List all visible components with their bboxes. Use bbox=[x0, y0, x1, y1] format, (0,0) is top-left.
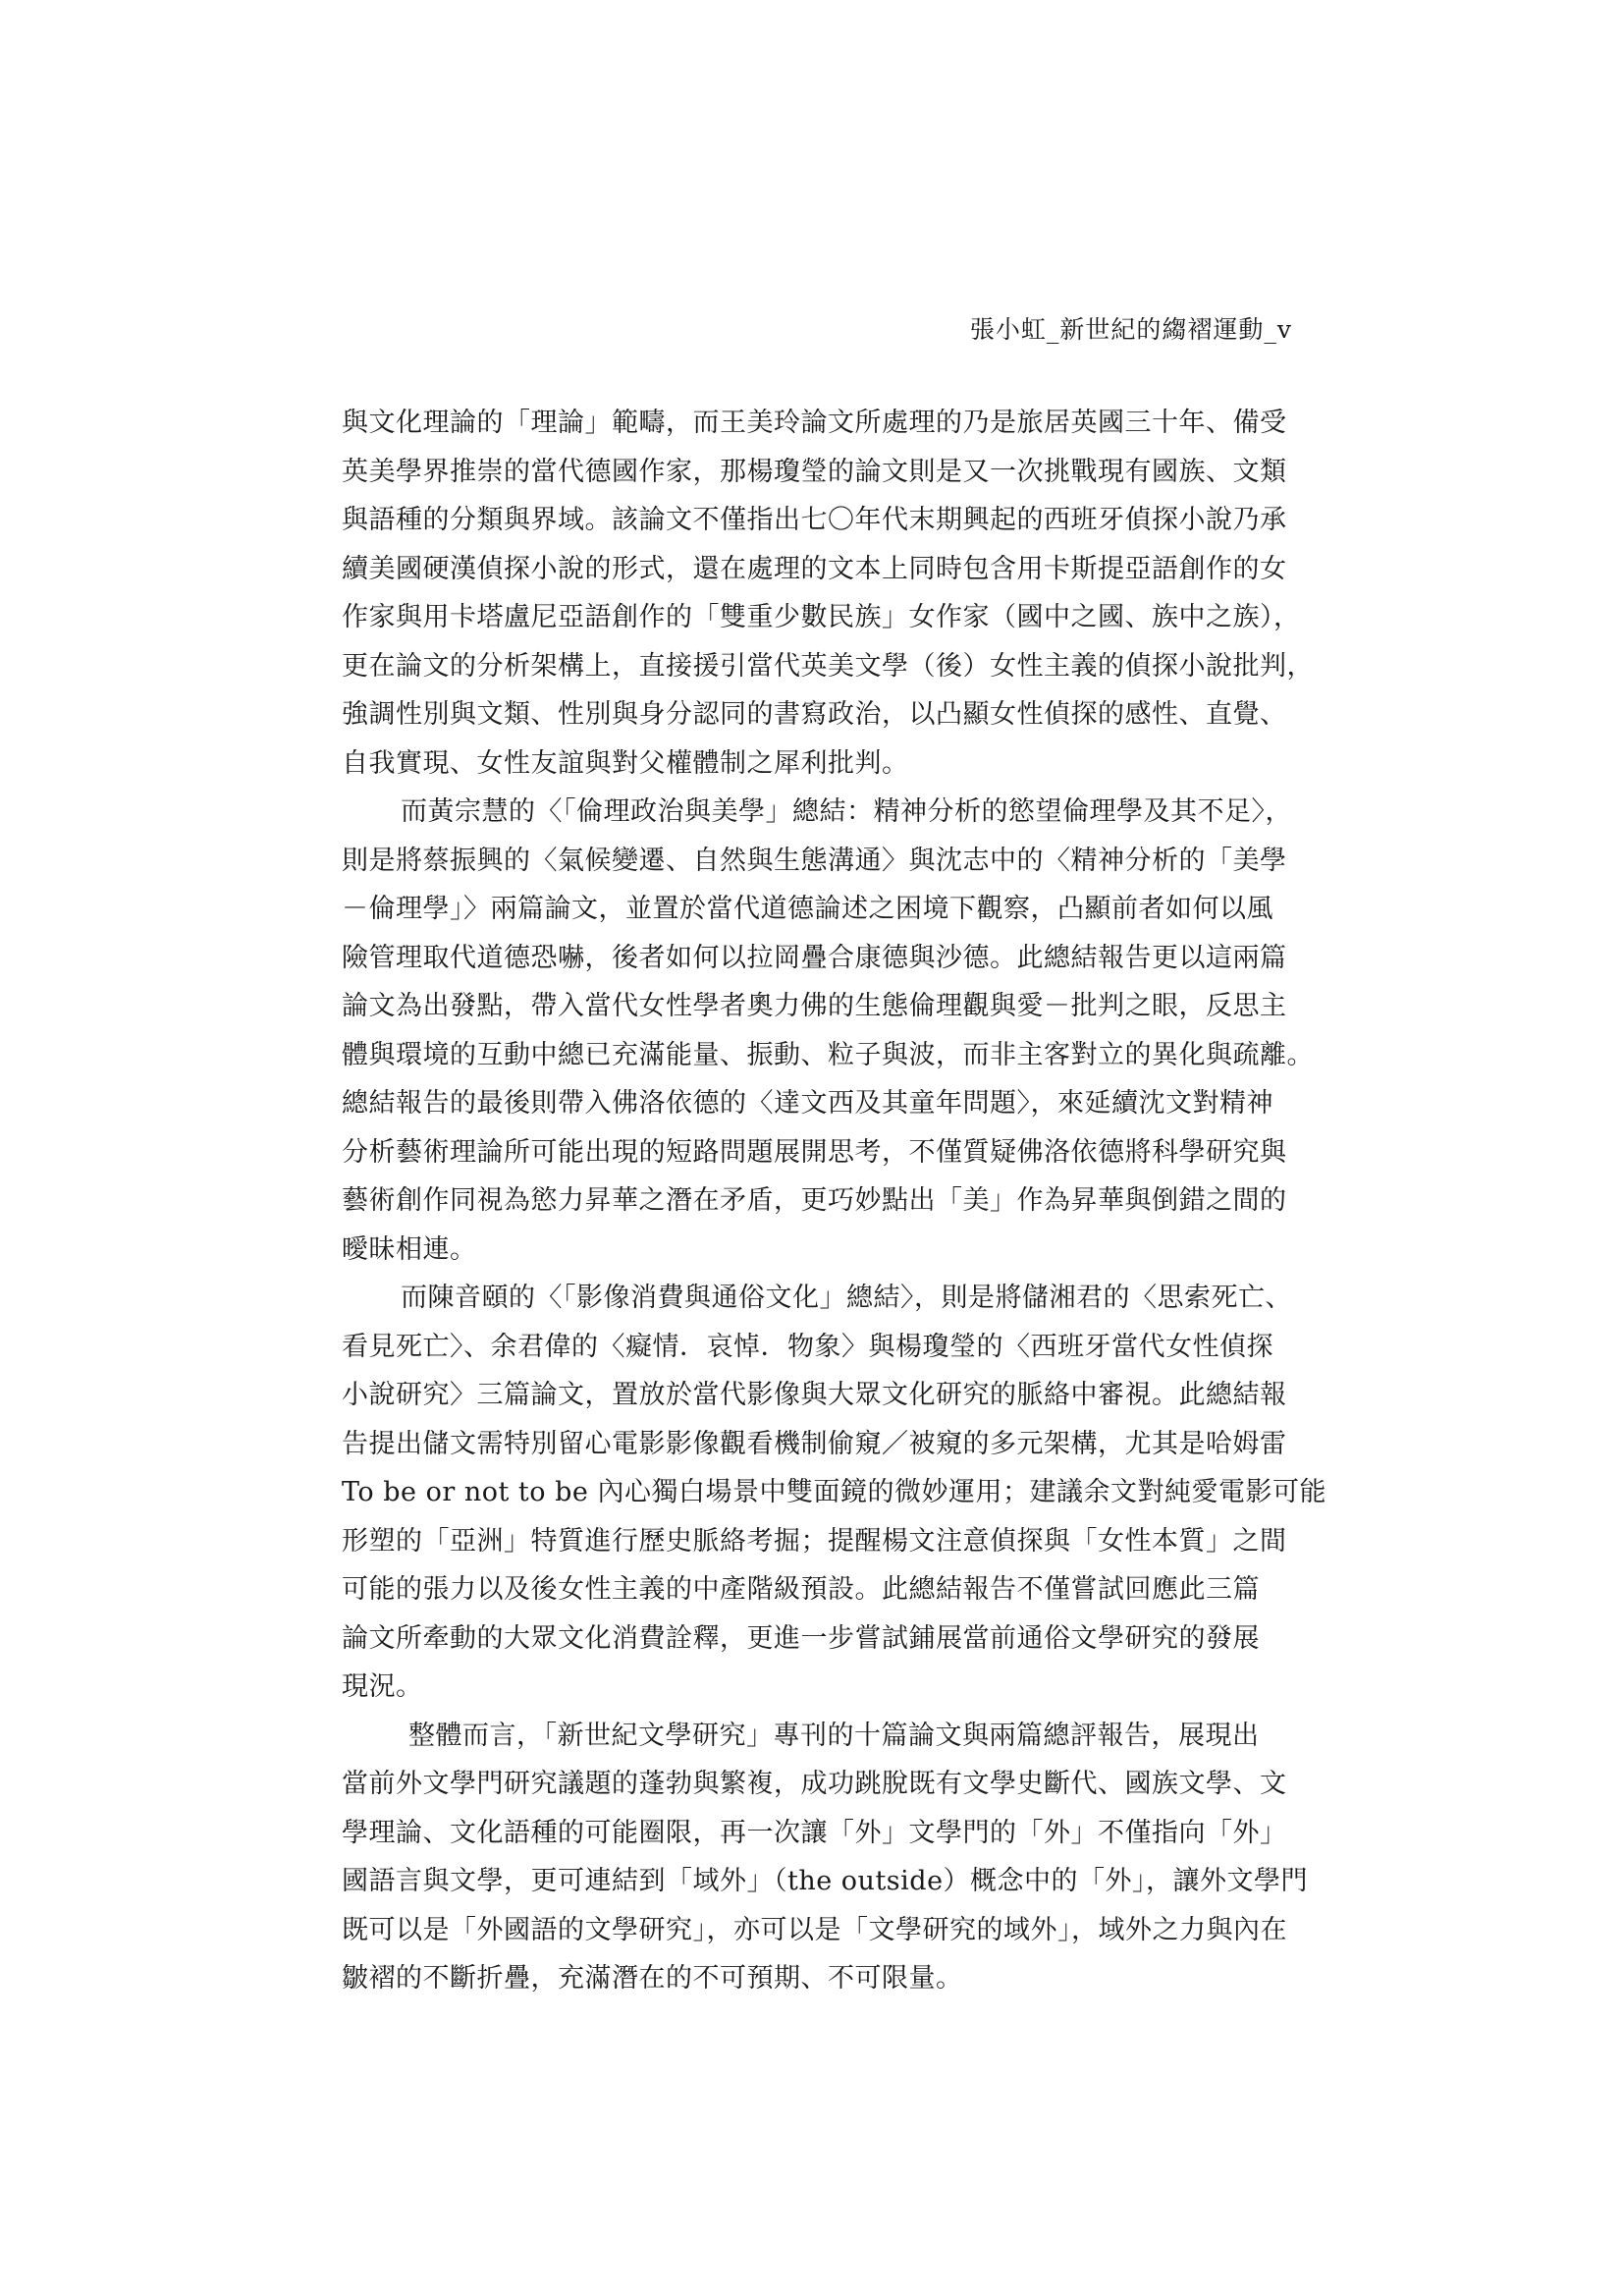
text-line: 既可以是「外國語的文學研究」，亦可以是「文學研究的域外」，域外之力與內在 bbox=[342, 1914, 1287, 1945]
text-line: 可能的張力以及後女性主義的中產階級預設。此總結報告不僅嘗試回應此三篇 bbox=[342, 1574, 1260, 1605]
text-line: 作家與用卡塔盧尼亞語創作的「雙重少數民族」女作家（國中之國、族中之族）， bbox=[342, 602, 1301, 632]
text-line: 而黃宗慧的〈「倫理政治與美學」總結：精神分析的慾望倫理學及其不足〉， bbox=[401, 796, 1292, 827]
text-line: 曖昧相連。 bbox=[342, 1233, 477, 1265]
text-line: 小說研究〉三篇論文，置放於當代影像與大眾文化研究的脈絡中審視。此總結報 bbox=[342, 1380, 1287, 1410]
text-line: 強調性別與文類、性別與身分認同的書寫政治，以凸顯女性偵探的感性、直覺、 bbox=[342, 699, 1287, 730]
text-line: To be or not to be 內心獨白場景中雙面鏡的微妙運用；建議余文對純愛電影可能 bbox=[342, 1477, 1326, 1507]
text-line: 國語言與文學，更可連結到「域外」（the outside）概念中的「外」，讓外文學門 bbox=[342, 1866, 1309, 1896]
body-text bbox=[342, 399, 1326, 2003]
text-line: 論文所牽動的大眾文化消費詮釋，更進一步嘗試鋪展當前通俗文學研究的發展 bbox=[342, 1622, 1260, 1654]
text-line: 當前外文學門研究議題的蓬勃與繁複，成功跳脫既有文學史斷代、國族文學、文 bbox=[342, 1769, 1287, 1799]
paragraph-3 bbox=[342, 1274, 1326, 1712]
text-line: 更在論文的分析架構上，直接援引當代英美文學（後）女性主義的偵探小說批判， bbox=[342, 650, 1314, 682]
text-line: 看見死亡〉、余君偉的〈癡情．哀悼．物象〉與楊瓊瑩的〈西班牙當代女性偵探 bbox=[342, 1331, 1273, 1362]
text-line: 英美學界推崇的當代德國作家，那楊瓊瑩的論文則是又一次挑戰現有國族、文類 bbox=[342, 456, 1287, 487]
text-line: 體與環境的互動中總已充滿能量、振動、粒子與波，而非主客對立的異化與疏離。 bbox=[342, 1039, 1314, 1070]
text-line: 學理論、文化語種的可能圈限，再一次讓「外」文學門的「外」不僅指向「外」 bbox=[342, 1817, 1287, 1848]
text-line: 論文為出發點，帶入當代女性學者奧力佛的生態倫理觀與愛－批判之眼，反思主 bbox=[342, 991, 1287, 1021]
paragraph-1 bbox=[342, 399, 1314, 788]
text-line: 與語種的分類與界域。該論文不僅指出七〇年代末期興起的西班牙偵探小說乃承 bbox=[342, 505, 1287, 535]
text-line: 藝術創作同視為慾力昇華之潛在矛盾，更巧妙點出「美」作為昇華與倒錯之間的 bbox=[342, 1185, 1287, 1216]
text-line: 而陳音頤的〈「影像消費與通俗文化」總結〉，則是將儲湘君的〈思索死亡、 bbox=[401, 1283, 1292, 1313]
text-line: －倫理學」〉兩篇論文，並置於當代道德論述之困境下觀察，凸顯前者如何以風 bbox=[342, 894, 1273, 924]
text-line: 險管理取代道德恐嚇，後者如何以拉岡疊合康德與沙德。此總結報告更以這兩篇 bbox=[342, 942, 1287, 973]
text-line: 整體而言，「新世紀文學研究」專刊的十篇論文與兩篇總評報告，展現出 bbox=[408, 1720, 1260, 1751]
text-line: 與文化理論的「理論」範疇，而王美玲論文所處理的乃是旅居英國三十年、備受 bbox=[342, 408, 1287, 438]
paragraph-4 bbox=[342, 1712, 1309, 2003]
running-header: 張小虹_新世紀的縐褶運動_v bbox=[969, 315, 1292, 344]
text-line: 分析藝術理論所可能出現的短路問題展開思考，不僅質疑佛洛依德將科學研究與 bbox=[342, 1136, 1287, 1168]
text-line: 自我實現、女性友誼與對父權體制之犀利批判。 bbox=[342, 747, 909, 779]
text-line: 形塑的「亞洲」特質進行歷史脈絡考掘；提醒楊文注意偵探與「女性本質」之間 bbox=[342, 1525, 1287, 1557]
text-line: 續美國硬漢偵探小說的形式，還在處理的文本上同時包含用卡斯提亞語創作的女 bbox=[342, 553, 1287, 584]
text-line: 皺褶的不斷折疊，充滿潛在的不可預期、不可限量。 bbox=[342, 1963, 963, 1994]
paragraph-2 bbox=[342, 788, 1314, 1274]
text-line: 告提出儲文需特別留心電影影像觀看機制偷窺／被窺的多元架構，尤其是哈姆雷 bbox=[342, 1428, 1287, 1459]
text-line: 總結報告的最後則帶入佛洛依德的〈達文西及其童年問題〉，來延續沈文對精神 bbox=[342, 1088, 1273, 1119]
text-line: 則是將蔡振興的〈氣候變遷、自然與生態溝通〉與沈志中的〈精神分析的「美學 bbox=[342, 845, 1287, 876]
text-line: 現況。 bbox=[342, 1671, 423, 1702]
